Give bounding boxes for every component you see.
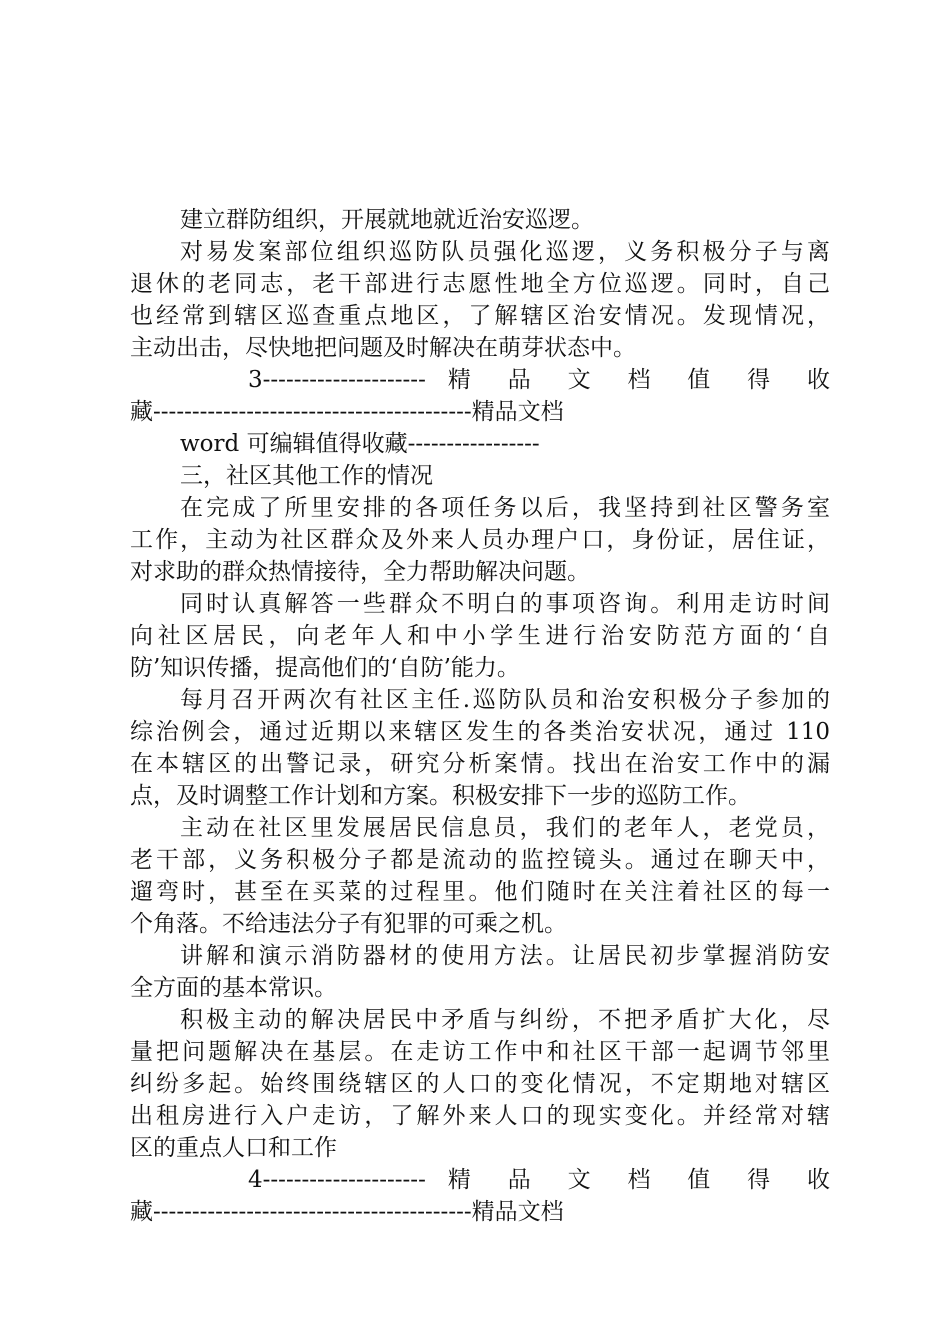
paragraph-line: 防’知识传播，提高他们的‘自防’能力。: [130, 655, 520, 681]
paragraph-line: 也经常到辖区巡查重点地区，了解辖区治安情况。发现情况，: [130, 303, 830, 329]
paragraph-line: 同时认真解答一些群众不明白的事项咨询。利用走访时间: [180, 591, 830, 617]
paragraph-line: 对易发案部位组织巡防队员强化巡逻，义务积极分子与离: [180, 239, 830, 265]
paragraph-line: 出租房进行入户走访，了解外来人口的现实变化。并经常对辖: [130, 1103, 830, 1129]
paragraph-line: 量把问题解决在基层。在走访工作中和社区干部一起调节邻里: [130, 1039, 830, 1065]
paragraph-line: 遛弯时，甚至在买菜的过程里。他们随时在关注着社区的每一: [130, 879, 830, 905]
watermark-line: word 可编辑值得收藏-----------------: [180, 431, 540, 457]
paragraph-line: 老干部，义务积极分子都是流动的监控镜头。通过在聊天中，: [130, 847, 830, 873]
paragraph-line: 主动出击，尽快地把问题及时解决在萌芽状态中。: [130, 335, 636, 361]
paragraph-line: 点，及时调整工作计划和方案。积极安排下一步的巡防工作。: [130, 783, 751, 809]
paragraph-line: 退休的老同志，老干部进行志愿性地全方位巡逻。同时，自己: [130, 271, 830, 297]
paragraph-line: 主动在社区里发展居民信息员，我们的老年人，老党员，: [180, 815, 830, 841]
paragraph-line: 个角落。不给违法分子有犯罪的可乘之机。: [130, 911, 567, 937]
page-footer-line: 4--------------------- 精 品 文 档 值 得 收: [248, 1167, 830, 1193]
paragraph-line: 建立群防组织，开展就地就近治安巡逻。: [180, 207, 594, 233]
paragraph-line: 积极主动的解决居民中矛盾与纠纷，不把矛盾扩大化，尽: [180, 1007, 830, 1033]
paragraph-line: 每月召开两次有社区主任.巡防队员和治安积极分子参加的: [180, 687, 830, 713]
paragraph-line: 在完成了所里安排的各项任务以后，我坚持到社区警务室: [180, 495, 830, 521]
paragraph-line: 对求助的群众热情接待，全力帮助解决问题。: [130, 559, 590, 585]
page-footer-line: 藏-----------------------------------------精品文档: [130, 1199, 564, 1225]
paragraph-line: 综治例会，通过近期以来辖区发生的各类治安状况，通过 110: [130, 719, 830, 745]
paragraph-line: 工作，主动为社区群众及外来人员办理户口，身份证，居住证，: [130, 527, 830, 553]
page-footer-line: 藏-----------------------------------------精品文档: [130, 399, 564, 425]
paragraph-line: 在本辖区的出警记录，研究分析案情。找出在治安工作中的漏: [130, 751, 830, 777]
paragraph-line: 全方面的基本常识。: [130, 975, 337, 1001]
paragraph-line: 讲解和演示消防器材的使用方法。让居民初步掌握消防安: [180, 943, 830, 969]
paragraph-line: 纠纷多起。始终围绕辖区的人口的变化情况，不定期地对辖区: [130, 1071, 830, 1097]
page-footer-line: 3--------------------- 精 品 文 档 值 得 收: [248, 367, 830, 393]
section-heading: 三，社区其他工作的情况: [180, 463, 433, 489]
paragraph-line: 区的重点人口和工作: [130, 1135, 337, 1161]
paragraph-line: 向社区居民，向老年人和中小学生进行治安防范方面的‘自: [130, 623, 830, 649]
